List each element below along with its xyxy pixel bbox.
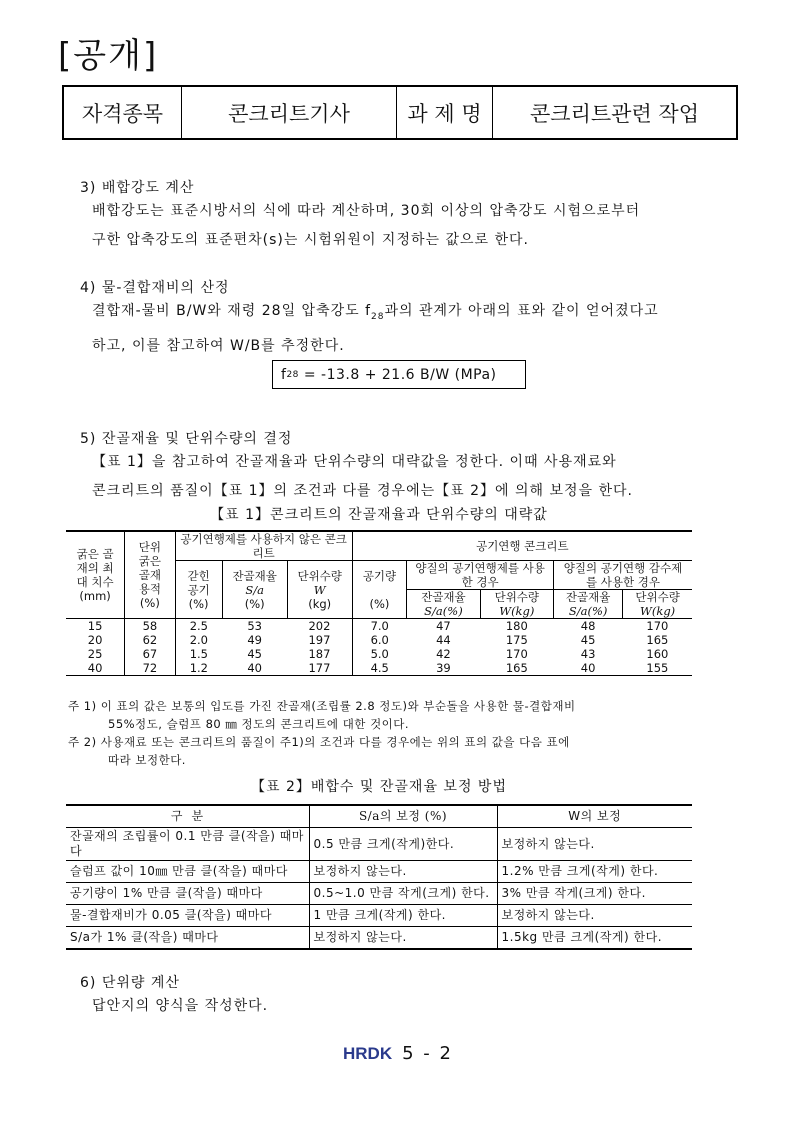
table1: [66, 530, 692, 676]
table1-notes: [68, 697, 576, 769]
task-value: 콘크리트관련 작업: [530, 101, 699, 126]
note-line: 따라 보정한다.: [108, 753, 186, 767]
h-entrapped: 갇힌 공기 (%): [175, 561, 222, 619]
table2: [66, 804, 692, 950]
section-5-line: 【표 1】을 참고하여 잔골재율과 단위수량의 대략값을 정한다. 이때 사용재료와: [92, 454, 617, 470]
section-5-body: [92, 448, 633, 506]
table-row: 25 67 1.5 45 187 5.0 42 170 43 160: [66, 647, 692, 661]
table-row: S/a가 1% 클(작을) 때마다 보정하지 않는다. 1.5kg 만큼 크게(작게) 한다.: [66, 927, 692, 950]
h-good-wr: 양질의 공기연행 감수제를 사용한 경우: [554, 561, 692, 590]
table-row: 공기량이 1% 만큼 클(작을) 때마다 0.5~1.0 만큼 작게(크게) 한다. 3% 만큼 작게(크게) 한다.: [66, 883, 692, 905]
h-air: 공기량 (%): [352, 561, 407, 619]
h-water: 단위수량 W (kg): [287, 561, 352, 619]
task-label: 과 제 명: [397, 87, 493, 138]
table2-caption: 【표 2】배합수 및 잔골재율 보정 방법: [251, 779, 507, 795]
h-sa: 잔골재율 S/a (%): [222, 561, 287, 619]
h-agg-size: 굵은 골재의 최대 치수 (mm): [66, 531, 125, 619]
h-ae: 공기연행 콘크리트: [352, 531, 692, 561]
h-non-ae: 공기연행제를 사용하지 않은 콘크리트: [175, 531, 352, 561]
h-sub-w: 단위수량 W(kg): [480, 590, 553, 619]
header-table: [62, 85, 738, 140]
h-unit-vol: 단위 굵은 골재 용적 (%): [125, 531, 175, 619]
section-3-body: [92, 197, 640, 255]
section-5-title: 5) 잔골재율 및 단위수량의 결정: [80, 431, 293, 447]
section-5-line: 콘크리트의 품질이【표 1】의 조건과 다를 경우에는【표 2】에 의해 보정을 한다.: [92, 483, 633, 499]
section-4-title: 4) 물-결합재비의 산정: [80, 280, 230, 296]
note-line: 주 1) 이 표의 값은 보통의 입도를 가진 잔골재(조립률 2.8 정도)와 부순돌을 사용한 물-결합재비: [68, 699, 576, 713]
table-row: 40 72 1.2 40 177 4.5 39 165 40 155: [66, 661, 692, 676]
note-line: 55%정도, 슬럼프 80 ㎜ 정도의 콘크리트에 대한 것이다.: [108, 717, 410, 731]
table1-caption: 【표 1】콘크리트의 잔골재율과 단위수량의 대략값: [210, 507, 548, 523]
note-line: 주 2) 사용재료 또는 콘크리트의 품질이 주1)의 조건과 다를 경우에는 위의 표의 값을 다음 표에: [68, 735, 570, 749]
section-6-body: 답안지의 양식을 작성한다.: [92, 998, 269, 1014]
page-number: 5 - 2: [402, 1043, 453, 1064]
hrdk-logo: HRDK: [343, 1043, 393, 1063]
h-sub-sa: 잔골재율 S/a(%): [554, 590, 623, 619]
section-3-line: 배합강도는 표준시방서의 식에 따라 계산하며, 30회 이상의 압축강도 시험으로부터: [92, 203, 641, 219]
section-4-line: 결합재-물비 B/W와 재령 28일 압축강도 $f_{28}$과의 관계가 아래의 표와 같이 얻어졌다고: [92, 303, 659, 322]
table-row: 슬럼프 값이 10㎜ 만큼 클(작을) 때마다 보정하지 않는다. 1.2% 만큼 크게(작게) 한다.: [66, 861, 692, 883]
public-label: [공개]: [58, 36, 159, 76]
h-good-ae: 양질의 공기연행제를 사용한 경우: [407, 561, 554, 590]
table2-header: 구 분 S/a의 보정 (%) W의 보정: [66, 805, 692, 828]
table-row: 15 58 2.5 53 202 7.0 47 180 48 170: [66, 619, 692, 634]
table-row: 잔골재의 조립률이 0.1 만큼 클(작을) 때마다 0.5 만큼 크게(작게)한다. 보정하지 않는다.: [66, 828, 692, 861]
section-3-line: 구한 압축강도의 표준편차(s)는 시험위원이 지정하는 값으로 한다.: [92, 232, 529, 248]
table-row: 물-결합재비가 0.05 클(작을) 때마다 1 만큼 크게(작게) 한다. 보정하지 않는다.: [66, 905, 692, 927]
section-4-body: [92, 297, 659, 361]
qual-label: 자격종목: [64, 87, 182, 138]
formula-box: f 28 = -13.8 + 21.6 B/W (MPa): [272, 360, 526, 389]
section-4-line: 하고, 이를 참고하여 W/B를 추정한다.: [92, 337, 345, 354]
h-sub-w: 단위수량 W(kg): [623, 590, 692, 619]
table-row: 20 62 2.0 49 197 6.0 44 175 45 165: [66, 633, 692, 647]
qual-value: 콘크리트기사: [182, 87, 397, 138]
h-sub-sa: 잔골재율 S/a(%): [407, 590, 480, 619]
footer: [343, 1043, 453, 1064]
section-3-title: 3) 배합강도 계산: [80, 180, 195, 196]
section-6-title: 6) 단위량 계산: [80, 975, 180, 991]
